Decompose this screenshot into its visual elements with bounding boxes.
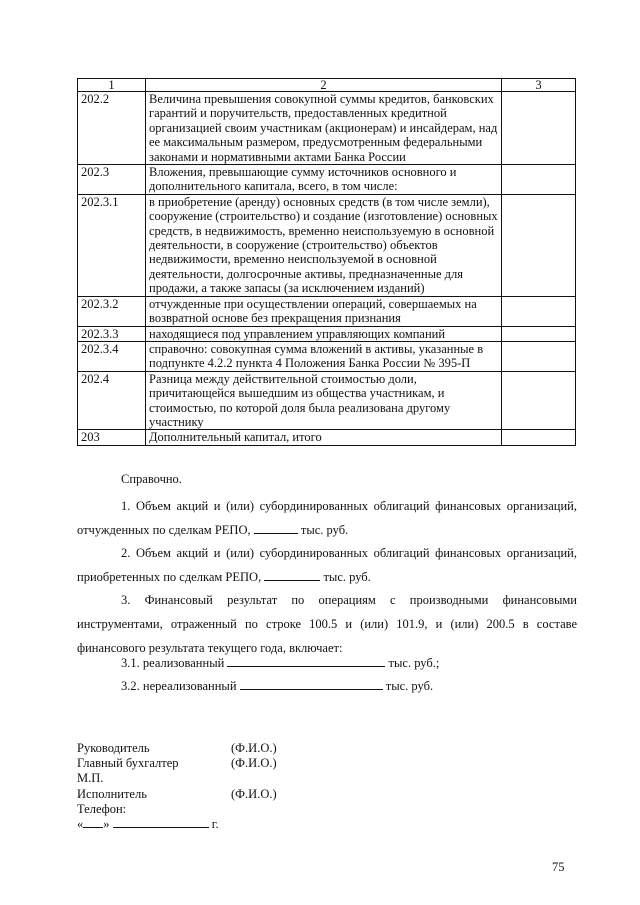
reference-item-2 xyxy=(77,541,577,589)
row-text: Дополнительный капитал, итого xyxy=(146,430,502,445)
item2-blank xyxy=(264,579,320,581)
column-header-2: 2 xyxy=(146,79,502,92)
signature-head: Руководитель xyxy=(77,741,150,755)
row-code: 202.3.4 xyxy=(78,341,146,371)
phone-label: Телефон: xyxy=(77,802,127,816)
item31-label: 3.1. реализованный xyxy=(121,656,225,670)
row-text: справочно: совокупная сумма вложений в активы, указанные в подпункте 4.2.2 пункта 4 Положения Банка России № 395-П xyxy=(146,341,502,371)
table-row xyxy=(78,194,576,296)
item2-unit: тыс. руб. xyxy=(323,570,371,584)
reference-item-3-2 xyxy=(121,678,433,694)
row-value xyxy=(502,194,576,296)
item32-unit: тыс. руб. xyxy=(385,679,434,693)
date-quote-close: » xyxy=(103,817,110,831)
fio-accountant: (Ф.И.О.) xyxy=(231,756,277,770)
fio-executor: (Ф.И.О.) xyxy=(231,787,277,801)
table-row xyxy=(78,371,576,430)
row-code: 202.2 xyxy=(78,92,146,165)
item1-blank xyxy=(254,532,298,534)
item1-unit: тыс. руб. xyxy=(300,523,349,537)
signature-executor: Исполнитель xyxy=(77,787,147,801)
column-header-1: 1 xyxy=(78,79,146,92)
row-value xyxy=(502,92,576,165)
row-code: 202.3.2 xyxy=(78,296,146,326)
row-code: 202.3 xyxy=(78,165,146,195)
item3-text: 3. Финансовый результат по операциям с производными финансовыми инструментами, отраженный по строке 100.5 и (или) 101.9, и (или) 200.5 в составе финансового результата текущего года, включает: xyxy=(77,593,577,655)
item32-label: 3.2. нереализованный xyxy=(121,679,237,693)
item2-text: 2. Объем акций и (или) субординированных облигаций финансовых организаций, приобретенных по сделкам РЕПО, xyxy=(77,546,577,584)
page-number: 75 xyxy=(552,860,565,874)
row-code: 202.3.1 xyxy=(78,194,146,296)
day-blank xyxy=(83,826,103,828)
row-value xyxy=(502,371,576,430)
reference-item-3-1 xyxy=(121,655,439,671)
table-header-row xyxy=(78,79,576,92)
date-line xyxy=(77,817,219,831)
row-text: Вложения, превышающие сумму источников основного и дополнительного капитала, всего, в том числе: xyxy=(146,165,502,195)
reference-item-3 xyxy=(77,588,577,660)
reference-item-1 xyxy=(77,494,577,542)
item1-text: 1. Объем акций и (или) субординированных облигаций финансовых организаций, отчужденных по сделкам РЕПО, xyxy=(77,499,577,537)
row-text: находящиеся под управлением управляющих компаний xyxy=(146,326,502,341)
row-code: 203 xyxy=(78,430,146,445)
item31-blank xyxy=(227,665,385,667)
row-text: Разница между действительной стоимостью доли, причитающейся вышедшим из общества участникам, и стоимостью, по которой доля была реализована другому участнику xyxy=(146,371,502,430)
table-row xyxy=(78,92,576,165)
date-quote-open: « xyxy=(77,817,84,831)
signature-accountant: Главный бухгалтер xyxy=(77,756,179,770)
row-value xyxy=(502,341,576,371)
item31-unit: тыс. руб.; xyxy=(388,656,440,670)
table-row xyxy=(78,326,576,341)
row-code: 202.4 xyxy=(78,371,146,430)
reference-title: Справочно. xyxy=(121,472,182,486)
table-row xyxy=(78,430,576,445)
row-value xyxy=(502,296,576,326)
fio-head: (Ф.И.О.) xyxy=(231,741,277,755)
row-value xyxy=(502,430,576,445)
stamp-place: М.П. xyxy=(77,771,104,785)
row-text: в приобретение (аренду) основных средств (в том числе земли), сооружение (строительство) и создание (изготовление) основных средств, в недвижимость, временно неиспользуемую в основной деятельности, в сооружение (строительство) объектов недвижимости, временно неиспользуемой в основной деятельности, долгосрочные активы, предназначенные для продажи, а также запасы (за исключением изданий) xyxy=(146,194,502,296)
capital-table xyxy=(77,78,576,446)
row-text: Величина превышения совокупной суммы кредитов, банковских гарантий и поручительств, предоставленных кредитной организацией своим участникам (акционерам) и инсайдерам, над ее максимальным размером, предусмотренным федеральными законами и нормативными актами Банка России xyxy=(146,92,502,165)
column-header-3: 3 xyxy=(502,79,576,92)
month-blank xyxy=(113,826,209,828)
item32-blank xyxy=(240,688,383,690)
table-row xyxy=(78,165,576,195)
row-code: 202.3.3 xyxy=(78,326,146,341)
row-value xyxy=(502,165,576,195)
year-suffix: г. xyxy=(211,817,219,831)
table-row xyxy=(78,296,576,326)
row-text: отчужденные при осуществлении операций, совершаемых на возвратной основе без прекращения признания xyxy=(146,296,502,326)
table-row xyxy=(78,341,576,371)
row-value xyxy=(502,326,576,341)
